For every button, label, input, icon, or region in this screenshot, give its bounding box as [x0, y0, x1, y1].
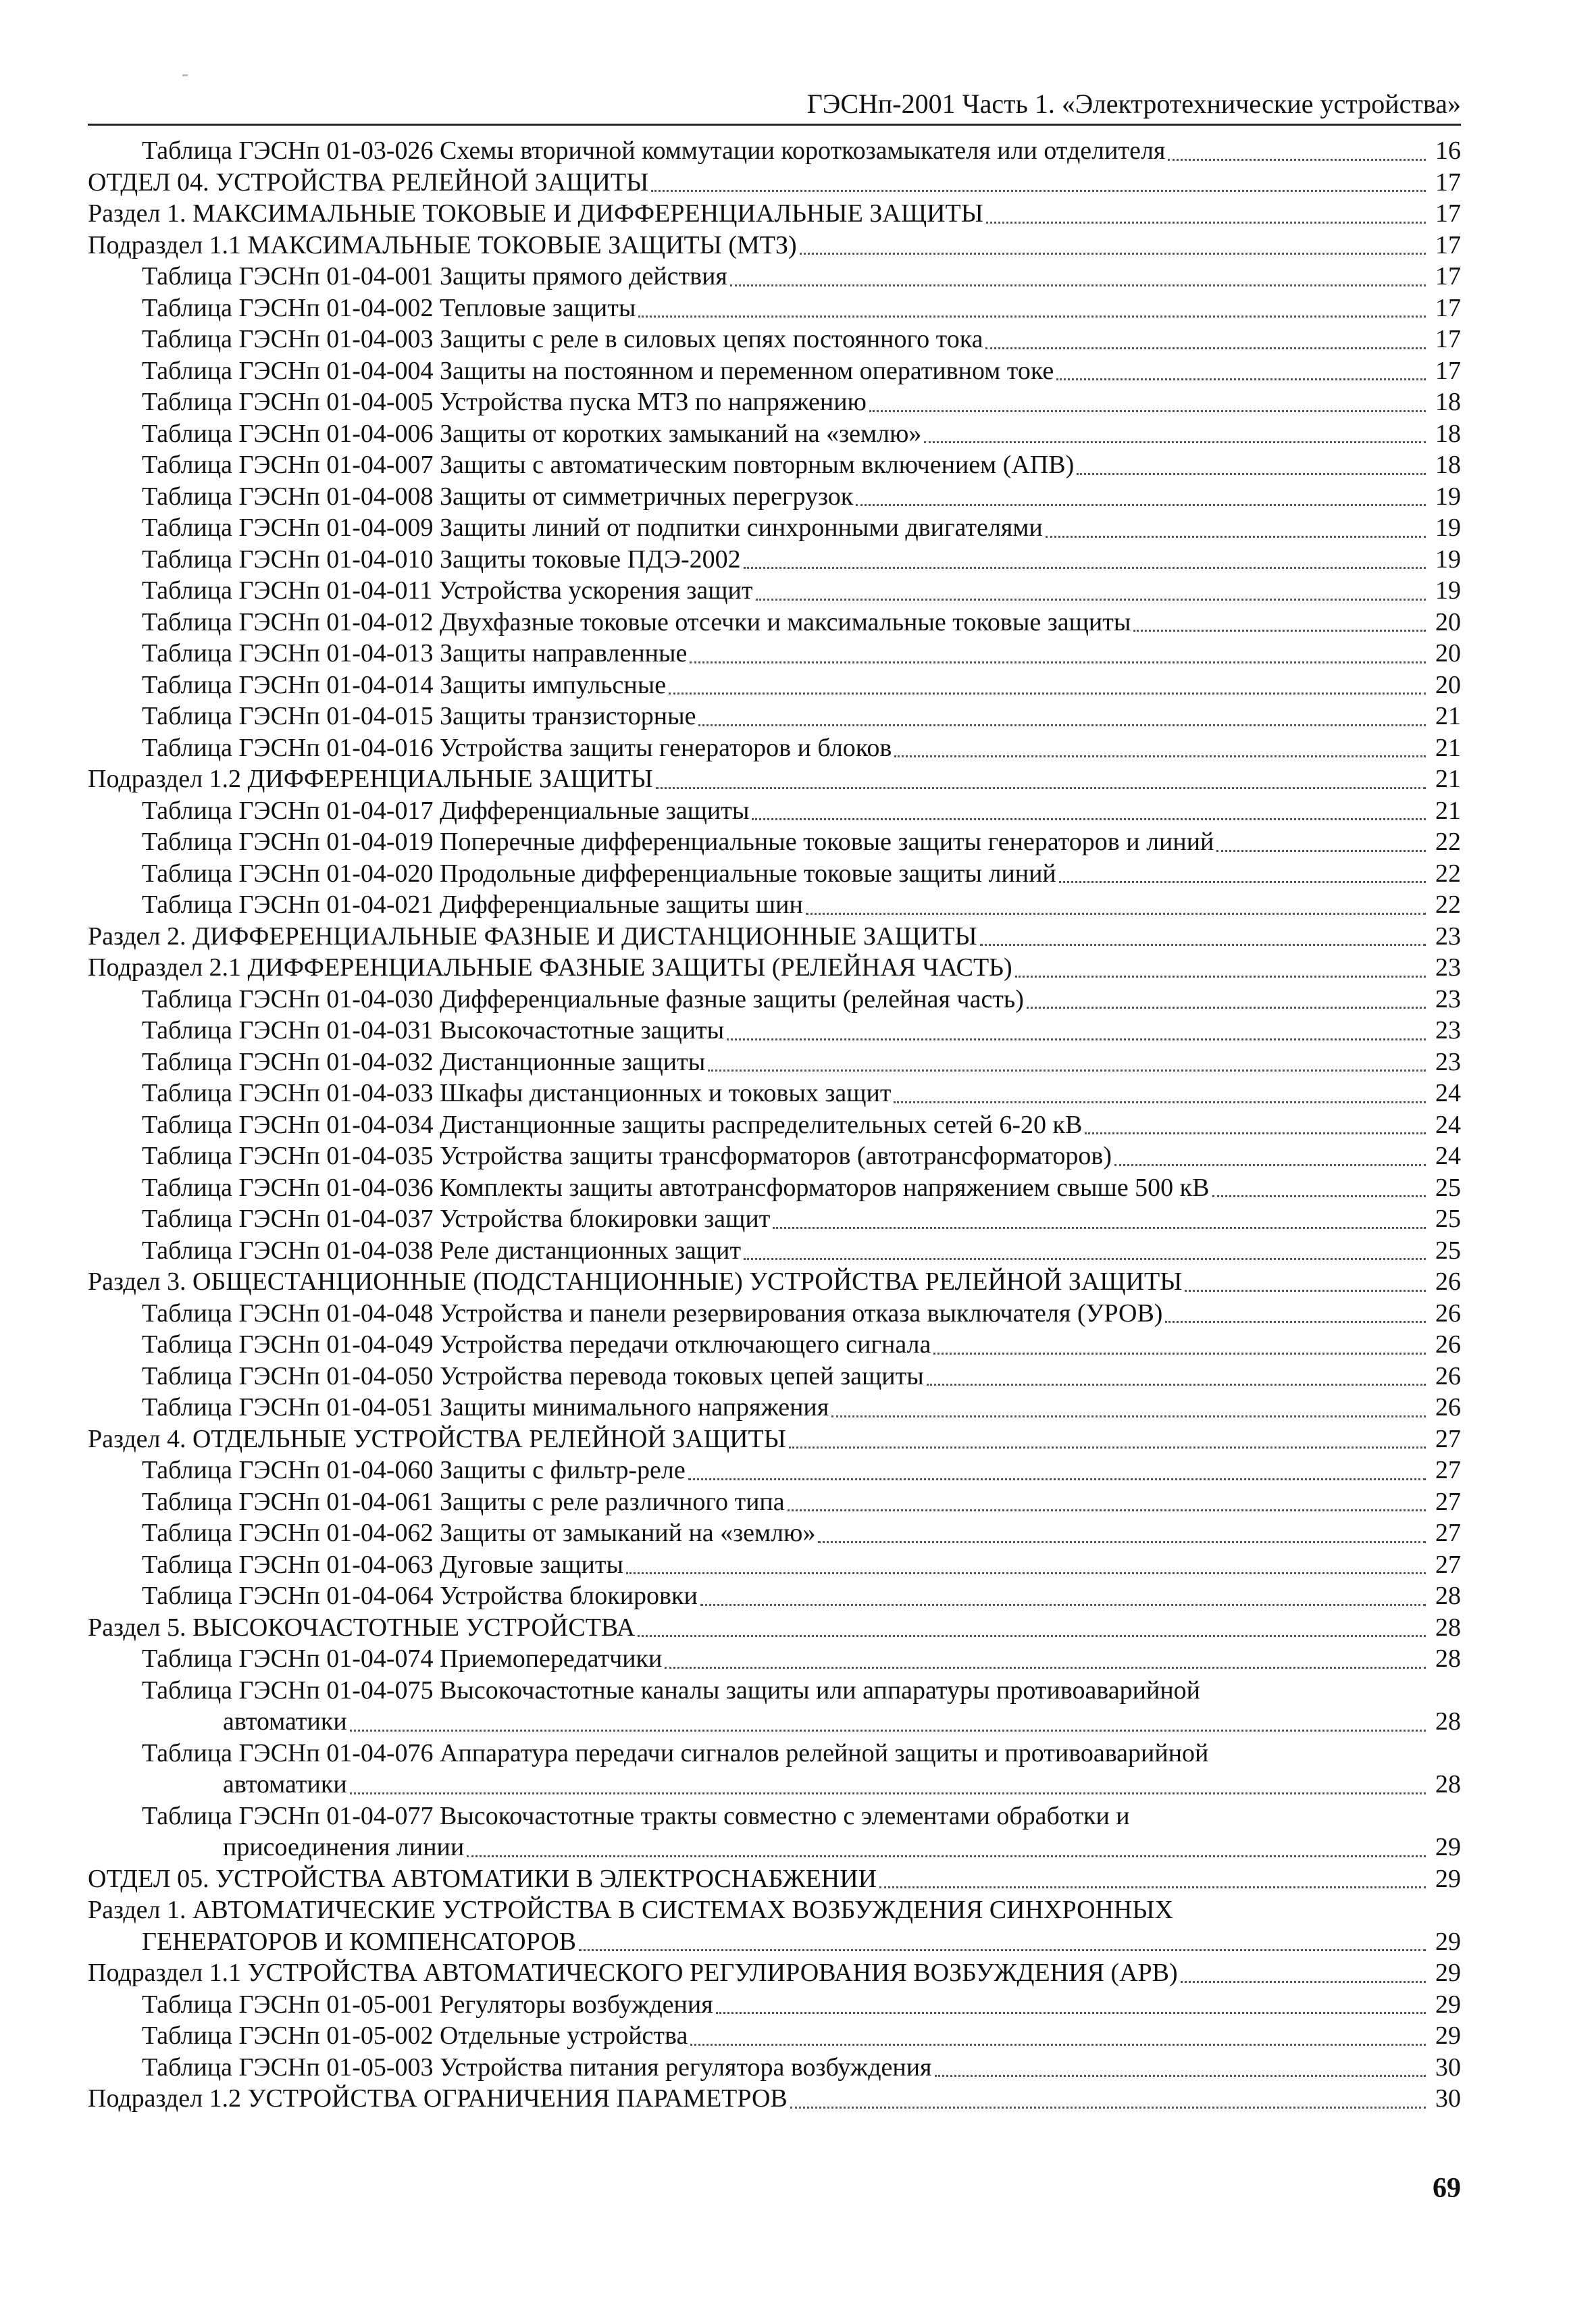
toc-entry-title: Таблица ГЭСНп 01-04-037 Устройства блокировки защит: [142, 1205, 771, 1233]
dot-leader: [1059, 880, 1426, 883]
toc-entry-page: 26: [1435, 1361, 1461, 1390]
toc-entry-title: Подраздел 1.2 УСТРОЙСТВА ОГРАНИЧЕНИЯ ПАРАМЕТРОВ: [88, 2084, 788, 2113]
toc-entry-title: Таблица ГЭСНп 01-04-016 Устройства защиты генераторов и блоков: [142, 733, 892, 762]
toc-entry-page: 19: [1435, 545, 1461, 574]
toc-entry-page: 27: [1435, 1550, 1461, 1579]
toc-entry-page: 23: [1435, 953, 1461, 982]
toc-entry-page: 25: [1435, 1205, 1461, 1233]
toc-entry-title: автоматики: [223, 1770, 347, 1799]
toc-entry[interactable]: [88, 198, 1461, 230]
toc-entry[interactable]: [88, 701, 1461, 732]
header-title: ГЭСНп-2001 Часть 1. «Электротехнические устройства»: [806, 89, 1461, 119]
toc-entry-page: 29: [1435, 1833, 1461, 1861]
toc-entry[interactable]: [88, 858, 1461, 890]
toc-entry[interactable]: [88, 1894, 1461, 1926]
toc-entry-page: 27: [1435, 1519, 1461, 1547]
toc-entry[interactable]: [88, 1047, 1461, 1078]
dot-leader: [1046, 535, 1426, 538]
dot-leader: [1168, 158, 1426, 161]
toc-entry[interactable]: [88, 1769, 1461, 1801]
toc-entry[interactable]: [88, 1486, 1461, 1518]
toc-entry-page: 23: [1435, 1047, 1461, 1076]
dot-leader: [638, 1634, 1426, 1637]
toc-entry-title: Раздел 2. ДИФФЕРЕНЦИАЛЬНЫЕ ФАЗНЫЕ И ДИСТАНЦИОННЫЕ ЗАЩИТЫ: [88, 922, 977, 951]
toc-entry-page: 27: [1435, 1487, 1461, 1516]
toc-entry[interactable]: [88, 1172, 1461, 1204]
toc-entry-title: Таблица ГЭСНп 01-04-011 Устройства ускорения защит: [142, 576, 753, 605]
toc-entry-page: 25: [1435, 1236, 1461, 1265]
toc-entry[interactable]: [88, 1015, 1461, 1047]
toc-entry[interactable]: [88, 826, 1461, 858]
toc-entry-title: Таблица ГЭСНп 01-04-015 Защиты транзисторные: [142, 702, 696, 730]
toc-entry-page: 17: [1435, 293, 1461, 322]
toc-entry-page: 21: [1435, 796, 1461, 825]
toc-entry-page: 27: [1435, 1424, 1461, 1453]
toc-entry-title: ГЕНЕРАТОРОВ И КОМПЕНСАТОРОВ: [142, 1927, 577, 1956]
dot-leader: [1085, 1132, 1426, 1134]
toc-entry[interactable]: [88, 512, 1461, 544]
toc-entry-page: 29: [1435, 1864, 1461, 1893]
toc-entry-page: 22: [1435, 859, 1461, 888]
toc-entry[interactable]: [88, 1517, 1461, 1549]
toc-entry-page: 29: [1435, 1990, 1461, 2019]
dot-leader: [806, 912, 1426, 915]
dot-leader: [790, 2106, 1426, 2109]
toc-entry[interactable]: [88, 355, 1461, 387]
toc-entry-title: Таблица ГЭСНп 01-04-010 Защиты токовые ПДЭ-2002: [142, 545, 741, 574]
toc-entry-page: 19: [1435, 513, 1461, 542]
dot-leader: [690, 2043, 1426, 2046]
toc-entry[interactable]: [88, 795, 1461, 827]
toc-entry-title: Таблица ГЭСНп 01-04-033 Шкафы дистанционных и токовых защит: [142, 1079, 892, 1107]
toc-entry[interactable]: [88, 1078, 1461, 1109]
toc-entry-page: 17: [1435, 262, 1461, 291]
dot-leader: [700, 1603, 1426, 1606]
toc-entry-page: 28: [1435, 1770, 1461, 1799]
table-of-contents: [88, 135, 1461, 2115]
toc-entry[interactable]: [88, 1801, 1461, 1832]
toc-entry-page: 23: [1435, 1016, 1461, 1045]
toc-entry[interactable]: [88, 544, 1461, 576]
toc-entry-page: 18: [1435, 388, 1461, 416]
toc-entry[interactable]: [88, 1424, 1461, 1455]
toc-entry-page: 19: [1435, 482, 1461, 511]
toc-entry-page: 21: [1435, 702, 1461, 730]
dot-leader: [980, 943, 1426, 946]
toc-entry-page: 21: [1435, 733, 1461, 762]
toc-entry-title: ОТДЕЛ 05. УСТРОЙСТВА АВТОМАТИКИ В ЭЛЕКТРОСНАБЖЕНИИ: [88, 1864, 877, 1893]
toc-entry-title: Подраздел 1.1 МАКСИМАЛЬНЫЕ ТОКОВЫЕ ЗАЩИТЫ (МТЗ): [88, 230, 797, 259]
toc-entry-page: 28: [1435, 1613, 1461, 1642]
toc-entry-title: Таблица ГЭСНп 01-04-061 Защиты с реле различного типа: [142, 1487, 785, 1516]
scan-artifact: [182, 74, 188, 76]
toc-entry[interactable]: [88, 293, 1461, 324]
dot-leader: [869, 409, 1426, 412]
toc-entry[interactable]: [88, 763, 1461, 795]
toc-entry-title: Подраздел 2.1 ДИФФЕРЕНЦИАЛЬНЫЕ ФАЗНЫЕ ЗАЩИТЫ (РЕЛЕЙНАЯ ЧАСТЬ): [88, 953, 1012, 982]
dot-leader: [879, 1886, 1426, 1888]
toc-entry[interactable]: [88, 261, 1461, 293]
toc-entry-title: Таблица ГЭСНп 01-04-034 Дистанционные защиты распределительных сетей 6-20 кВ: [142, 1110, 1083, 1139]
dot-leader: [669, 692, 1426, 695]
toc-entry-title: Таблица ГЭСНп 01-04-008 Защиты от симметричных перегрузок: [142, 482, 854, 511]
toc-entry-page: 21: [1435, 765, 1461, 793]
toc-entry[interactable]: [88, 1612, 1461, 1644]
toc-entry[interactable]: [88, 1455, 1461, 1486]
toc-entry-page: 24: [1435, 1142, 1461, 1170]
dot-leader: [935, 2074, 1426, 2077]
toc-entry[interactable]: [88, 1580, 1461, 1612]
toc-entry-page: 24: [1435, 1079, 1461, 1107]
toc-entry-page: 19: [1435, 576, 1461, 605]
toc-entry[interactable]: [88, 889, 1461, 921]
toc-entry[interactable]: [88, 1926, 1461, 1958]
toc-entry-title: присоединения линии: [223, 1833, 465, 1861]
dot-leader: [894, 1101, 1426, 1103]
toc-entry-title: Раздел 4. ОТДЕЛЬНЫЕ УСТРОЙСТВА РЕЛЕЙНОЙ ЗАЩИТЫ: [88, 1424, 786, 1453]
toc-entry-page: 17: [1435, 356, 1461, 385]
dot-leader: [688, 1478, 1426, 1480]
dot-leader: [698, 724, 1426, 726]
toc-entry-title: Таблица ГЭСНп 01-03-026 Схемы вторичной коммутации короткозамыкателя или отделителя: [142, 136, 1166, 165]
toc-entry-page: 17: [1435, 230, 1461, 259]
toc-entry-title: Таблица ГЭСНп 01-04-035 Устройства защиты трансформаторов (автотрансформаторов): [142, 1142, 1112, 1170]
toc-entry-title: Таблица ГЭСНп 01-04-048 Устройства и панели резервирования отказа выключателя (УРОВ): [142, 1299, 1163, 1328]
dot-leader: [1216, 849, 1426, 852]
toc-entry-page: 23: [1435, 984, 1461, 1013]
toc-entry-title: Таблица ГЭСНп 01-04-051 Защиты минимального напряжения: [142, 1393, 829, 1422]
toc-entry[interactable]: [88, 230, 1461, 261]
dot-leader: [350, 1729, 1426, 1732]
toc-entry[interactable]: [88, 135, 1461, 167]
toc-entry[interactable]: [88, 1989, 1461, 2021]
toc-entry-page: 25: [1435, 1173, 1461, 1202]
toc-entry-title: Таблица ГЭСНп 01-05-001 Регуляторы возбуждения: [142, 1990, 713, 2019]
dot-leader: [1133, 629, 1426, 632]
toc-entry-page: 17: [1435, 199, 1461, 228]
toc-entry[interactable]: [88, 1863, 1461, 1895]
toc-entry-title: Таблица ГЭСНп 01-04-075 Высокочастотные каналы защиты или аппаратуры противоаварийной: [142, 1676, 1201, 1705]
toc-entry-page: 20: [1435, 607, 1461, 636]
toc-entry-title: Таблица ГЭСНп 01-04-063 Дуговые защиты: [142, 1550, 624, 1579]
toc-entry[interactable]: [88, 1706, 1461, 1738]
dot-leader: [1015, 975, 1426, 978]
toc-entry[interactable]: [88, 921, 1461, 953]
toc-entry-title: Таблица ГЭСНп 01-04-021 Дифференциальные защиты шин: [142, 890, 803, 919]
dot-leader: [1077, 472, 1426, 475]
dot-leader: [986, 221, 1426, 224]
toc-entry-title: Таблица ГЭСНп 01-04-005 Устройства пуска МТЗ по напряжению: [142, 388, 867, 416]
dot-leader: [716, 2011, 1426, 2014]
toc-entry[interactable]: [88, 607, 1461, 638]
toc-entry-page: 17: [1435, 168, 1461, 197]
toc-entry-title: Раздел 3. ОБЩЕСТАНЦИОННЫЕ (ПОДСТАНЦИОННЫЕ) УСТРОЙСТВА РЕЛЕЙНОЙ ЗАЩИТЫ: [88, 1267, 1183, 1296]
dot-leader: [985, 347, 1426, 349]
dot-leader: [1114, 1163, 1426, 1166]
toc-entry-title: Таблица ГЭСНп 01-04-017 Дифференциальные защиты: [142, 796, 750, 825]
toc-entry-title: Таблица ГЭСНп 01-04-060 Защиты с фильтр-реле: [142, 1456, 686, 1484]
toc-entry-page: 18: [1435, 451, 1461, 479]
dot-leader: [788, 1509, 1426, 1511]
dot-leader: [467, 1855, 1426, 1857]
toc-entry-title: Подраздел 1.1 УСТРОЙСТВА АВТОМАТИЧЕСКОГО РЕГУЛИРОВАНИЯ ВОЗБУЖДЕНИЯ (АРВ): [88, 1959, 1178, 1987]
toc-entry-page: 16: [1435, 136, 1461, 165]
dot-leader: [924, 441, 1426, 443]
dot-leader: [1027, 1006, 1426, 1009]
toc-entry[interactable]: [88, 1738, 1461, 1769]
dot-leader: [656, 786, 1426, 789]
toc-entry-title: Таблица ГЭСНп 01-04-049 Устройства передачи отключающего сигнала: [142, 1330, 931, 1359]
dot-leader: [730, 284, 1426, 286]
toc-entry[interactable]: [88, 638, 1461, 670]
toc-entry-title: Таблица ГЭСНп 01-05-002 Отдельные устройства: [142, 2021, 688, 2050]
toc-entry[interactable]: [88, 1957, 1461, 1989]
dot-leader: [727, 1038, 1426, 1040]
dot-leader: [350, 1792, 1426, 1794]
toc-entry[interactable]: [88, 2083, 1461, 2115]
toc-entry-title: Таблица ГЭСНп 01-04-076 Аппаратура передачи сигналов релейной защиты и противоаварийной: [142, 1738, 1209, 1767]
dot-leader: [1212, 1194, 1426, 1197]
toc-entry-title: Таблица ГЭСНп 01-04-003 Защиты с реле в силовых цепях постоянного тока: [142, 325, 983, 353]
toc-entry[interactable]: [88, 732, 1461, 764]
toc-entry-page: 29: [1435, 2021, 1461, 2050]
toc-entry-title: ОТДЕЛ 04. УСТРОЙСТВА РЕЛЕЙНОЙ ЗАЩИТЫ: [88, 168, 649, 197]
dot-leader: [579, 1948, 1426, 1951]
toc-entry-page: 28: [1435, 1582, 1461, 1610]
toc-entry[interactable]: [88, 1203, 1461, 1235]
dot-leader: [752, 818, 1426, 820]
toc-entry-page: 29: [1435, 1959, 1461, 1987]
toc-entry-page: 18: [1435, 419, 1461, 448]
dot-leader: [651, 189, 1426, 192]
dot-leader: [789, 1446, 1426, 1449]
toc-entry-title: Подраздел 1.2 ДИФФЕРЕНЦИАЛЬНЫЕ ЗАЩИТЫ: [88, 765, 653, 793]
dot-leader: [933, 1352, 1426, 1355]
toc-entry[interactable]: [88, 1549, 1461, 1581]
toc-entry-page: 26: [1435, 1299, 1461, 1328]
toc-entry-title: автоматики: [223, 1707, 347, 1736]
dot-leader: [831, 1415, 1426, 1417]
page-number: 69: [1433, 2173, 1461, 2204]
toc-entry-title: Таблица ГЭСНп 01-04-032 Дистанционные защиты: [142, 1047, 706, 1076]
toc-entry[interactable]: [88, 418, 1461, 450]
toc-entry-title: Таблица ГЭСНп 01-04-031 Высокочастотные защиты: [142, 1016, 725, 1045]
toc-entry-page: 23: [1435, 922, 1461, 951]
toc-entry[interactable]: [88, 1832, 1461, 1863]
toc-entry-title: Таблица ГЭСНп 01-04-019 Поперечные дифференциальные токовые защиты генераторов и линий: [142, 828, 1214, 856]
dot-leader: [856, 503, 1426, 506]
toc-entry[interactable]: [88, 1392, 1461, 1424]
toc-entry[interactable]: [88, 2020, 1461, 2052]
toc-entry[interactable]: [88, 1675, 1461, 1707]
toc-entry-title: Таблица ГЭСНп 01-04-077 Высокочастотные тракты совместно с элементами обработки и: [142, 1801, 1130, 1830]
toc-entry[interactable]: [88, 952, 1461, 984]
toc-entry-title: Таблица ГЭСНп 01-04-001 Защиты прямого действия: [142, 262, 727, 291]
toc-entry-title: Таблица ГЭСНп 01-04-013 Защиты направленные: [142, 639, 688, 668]
toc-entry-page: 30: [1435, 2053, 1461, 2082]
toc-entry[interactable]: [88, 1361, 1461, 1392]
toc-entry-title: Таблица ГЭСНп 01-04-036 Комплекты защиты автотрансформаторов напряжением свыше 500 кВ: [142, 1173, 1210, 1202]
dot-leader: [800, 252, 1426, 255]
toc-entry[interactable]: [88, 2052, 1461, 2084]
toc-entry[interactable]: [88, 1643, 1461, 1675]
toc-entry-title: Таблица ГЭСНп 01-04-007 Защиты с автоматическим повторным включением (АПВ): [142, 451, 1075, 479]
dot-leader: [1185, 1289, 1426, 1292]
toc-entry-title: Таблица ГЭСНп 01-04-012 Двухфазные токовые отсечки и максимальные токовые защиты: [142, 607, 1131, 636]
toc-entry[interactable]: [88, 1266, 1461, 1298]
toc-entry-title: Раздел 5. ВЫСОКОЧАСТОТНЫЕ УСТРОЙСТВА: [88, 1613, 636, 1642]
dot-leader: [744, 566, 1426, 569]
toc-entry[interactable]: [88, 984, 1461, 1015]
toc-entry-title: Таблица ГЭСНп 01-05-003 Устройства питания регулятора возбуждения: [142, 2053, 932, 2082]
dot-leader: [773, 1226, 1426, 1229]
toc-entry-page: 27: [1435, 1456, 1461, 1484]
toc-entry[interactable]: [88, 1235, 1461, 1267]
toc-entry-title: Таблица ГЭСНп 01-04-020 Продольные дифференциальные токовые защиты линий: [142, 859, 1056, 888]
toc-entry[interactable]: [88, 575, 1461, 607]
toc-entry[interactable]: [88, 324, 1461, 355]
dot-leader: [756, 598, 1426, 601]
toc-entry-page: 24: [1435, 1110, 1461, 1139]
toc-entry-title: Таблица ГЭСНп 01-04-062 Защиты от замыканий на «землю»: [142, 1519, 816, 1547]
toc-entry-title: Раздел 1. МАКСИМАЛЬНЫЕ ТОКОВЫЕ И ДИФФЕРЕНЦИАЛЬНЫЕ ЗАЩИТЫ: [88, 199, 983, 228]
toc-entry-title: Таблица ГЭСНп 01-04-014 Защиты импульсные: [142, 670, 667, 699]
toc-entry-title: Таблица ГЭСНп 01-04-004 Защиты на постоянном и переменном оперативном токе: [142, 356, 1054, 385]
toc-entry-page: 28: [1435, 1707, 1461, 1736]
toc-entry-page: 22: [1435, 890, 1461, 919]
dot-leader: [1181, 1980, 1426, 1983]
toc-entry-page: 30: [1435, 2084, 1461, 2113]
toc-entry-page: 26: [1435, 1267, 1461, 1296]
toc-entry-page: 26: [1435, 1330, 1461, 1359]
dot-leader: [708, 1069, 1426, 1072]
dot-leader: [927, 1383, 1426, 1386]
toc-entry-title: Таблица ГЭСНп 01-04-050 Устройства перевода токовых цепей защиты: [142, 1361, 924, 1390]
dot-leader: [744, 1257, 1426, 1260]
dot-leader: [638, 315, 1426, 318]
toc-entry-title: Раздел 1. АВТОМАТИЧЕСКИЕ УСТРОЙСТВА В СИСТЕМАХ ВОЗБУЖДЕНИЯ СИНХРОННЫХ: [88, 1896, 1174, 1924]
toc-entry[interactable]: [88, 1329, 1461, 1361]
dot-leader: [665, 1666, 1426, 1669]
toc-entry-title: Таблица ГЭСНп 01-04-074 Приемопередатчики: [142, 1644, 663, 1673]
toc-entry[interactable]: [88, 1109, 1461, 1141]
dot-leader: [894, 755, 1426, 757]
toc-entry[interactable]: [88, 1298, 1461, 1330]
toc-entry-page: 26: [1435, 1393, 1461, 1422]
dot-leader: [626, 1571, 1426, 1574]
dot-leader: [1056, 378, 1426, 380]
toc-entry-title: Таблица ГЭСНп 01-04-064 Устройства блокировки: [142, 1582, 698, 1610]
toc-entry[interactable]: [88, 449, 1461, 481]
toc-entry-page: 28: [1435, 1644, 1461, 1673]
toc-entry-title: Таблица ГЭСНп 01-04-002 Тепловые защиты: [142, 293, 636, 322]
running-header: [88, 84, 1461, 126]
toc-entry[interactable]: [88, 167, 1461, 199]
toc-entry[interactable]: [88, 1140, 1461, 1172]
toc-entry-page: 22: [1435, 828, 1461, 856]
toc-entry-page: 17: [1435, 325, 1461, 353]
toc-entry[interactable]: [88, 386, 1461, 418]
toc-entry-title: Таблица ГЭСНп 01-04-009 Защиты линий от подпитки синхронными двигателями: [142, 513, 1043, 542]
dot-leader: [690, 661, 1426, 663]
toc-entry[interactable]: [88, 481, 1461, 513]
toc-entry-title: Таблица ГЭСНп 01-04-006 Защиты от коротких замыканий на «землю»: [142, 419, 922, 448]
toc-entry-title: Таблица ГЭСНп 01-04-038 Реле дистанционных защит: [142, 1236, 742, 1265]
toc-entry-page: 29: [1435, 1927, 1461, 1956]
dot-leader: [818, 1540, 1426, 1543]
dot-leader: [1165, 1320, 1426, 1323]
toc-entry[interactable]: [88, 670, 1461, 701]
toc-entry-title: Таблица ГЭСНп 01-04-030 Дифференциальные фазные защиты (релейная часть): [142, 984, 1024, 1013]
toc-entry-page: 20: [1435, 670, 1461, 699]
toc-entry-page: 20: [1435, 639, 1461, 668]
